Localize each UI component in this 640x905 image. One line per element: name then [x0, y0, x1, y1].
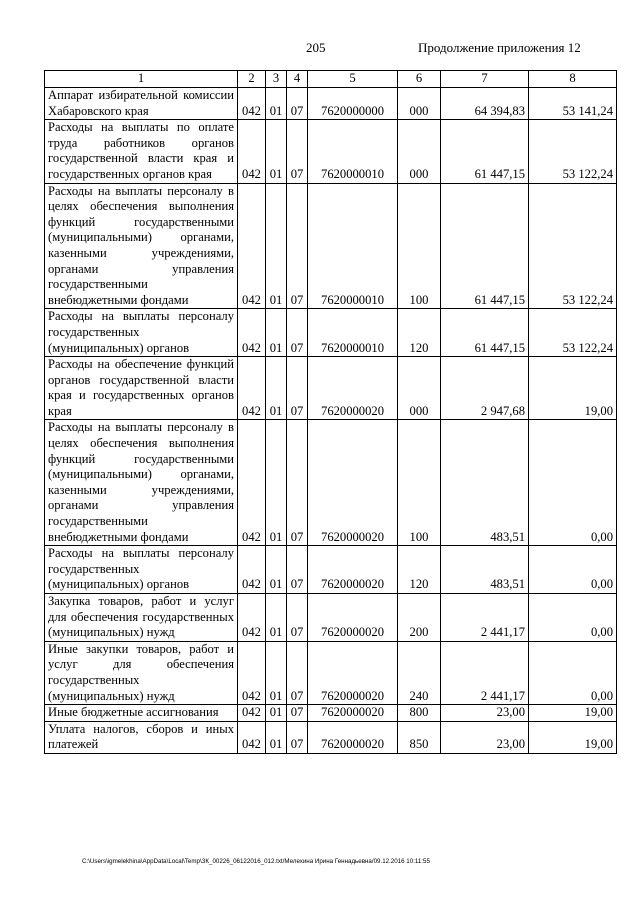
amount-column-7: 61 447,15 [441, 120, 529, 183]
section-code: 01 [266, 183, 287, 309]
table-row [45, 594, 617, 642]
amount-column-8: 0,00 [529, 420, 617, 546]
target-article-code: 7620000000 [308, 88, 398, 120]
expense-name: Расходы на выплаты персоналу в целях обеспечения выполнения функций государственными (муниципальными) органами, казенными учреждениями, органами управления государственными внебюджетными фондами [45, 183, 238, 309]
column-header-2: 2 [238, 71, 266, 88]
column-header-7: 7 [441, 71, 529, 88]
target-article-code: 7620000020 [308, 705, 398, 722]
expense-name: Аппарат избирательной комиссии Хабаровского края [45, 88, 238, 120]
expense-name: Расходы на выплаты персоналу в целях обеспечения выполнения функций государственными (муниципальными) органами, казенными учреждениями, органами управления государственными внебюджетными фондами [45, 420, 238, 546]
ministry-code: 042 [238, 641, 266, 704]
amount-column-8: 53 122,24 [529, 183, 617, 309]
table-row [45, 721, 617, 753]
amount-column-7: 2 441,17 [441, 641, 529, 704]
table-row [45, 641, 617, 704]
amount-column-8: 53 141,24 [529, 88, 617, 120]
amount-column-7: 483,51 [441, 546, 529, 594]
amount-column-8: 19,00 [529, 721, 617, 753]
expense-name: Расходы на выплаты по оплате труда работников органов государственной власти края и государственных органов края [45, 120, 238, 183]
target-article-code: 7620000020 [308, 641, 398, 704]
table-body [45, 88, 617, 754]
column-header-4: 4 [287, 71, 308, 88]
section-code: 01 [266, 546, 287, 594]
amount-column-7: 64 394,83 [441, 88, 529, 120]
expense-name: Уплата налогов, сборов и иных платежей [45, 721, 238, 753]
target-article-code: 7620000020 [308, 594, 398, 642]
section-code: 01 [266, 309, 287, 357]
subsection-code: 07 [287, 309, 308, 357]
subsection-code: 07 [287, 594, 308, 642]
ministry-code: 042 [238, 420, 266, 546]
target-article-code: 7620000020 [308, 357, 398, 420]
expense-type-code: 240 [398, 641, 441, 704]
expense-type-code: 200 [398, 594, 441, 642]
section-code: 01 [266, 594, 287, 642]
expense-name: Закупка товаров, работ и услуг для обеспечения государственных (муниципальных) нужд [45, 594, 238, 642]
column-header-1: 1 [45, 71, 238, 88]
amount-column-8: 19,00 [529, 357, 617, 420]
amount-column-7: 2 441,17 [441, 594, 529, 642]
file-path-footer: C:\Users\igmelekhina\AppData\Local\Temp\ЗК_00226_06122016_012.txt/Мелехина Ирина Геннадьевна/09.12.2016 10:11:55 [82, 858, 430, 865]
section-code: 01 [266, 120, 287, 183]
amount-column-8: 53 122,24 [529, 309, 617, 357]
target-article-code: 7620000020 [308, 721, 398, 753]
table-row [45, 309, 617, 357]
amount-column-8: 0,00 [529, 641, 617, 704]
expense-type-code: 100 [398, 183, 441, 309]
ministry-code: 042 [238, 705, 266, 722]
ministry-code: 042 [238, 721, 266, 753]
expense-name: Расходы на обеспечение функций органов государственной власти края и государственных органов края [45, 357, 238, 420]
expense-name: Иные бюджетные ассигнования [45, 705, 238, 722]
expense-type-code: 120 [398, 546, 441, 594]
subsection-code: 07 [287, 721, 308, 753]
subsection-code: 07 [287, 641, 308, 704]
column-header-8: 8 [529, 71, 617, 88]
table-row [45, 120, 617, 183]
section-code: 01 [266, 357, 287, 420]
table-row [45, 183, 617, 309]
column-header-5: 5 [308, 71, 398, 88]
expense-type-code: 850 [398, 721, 441, 753]
subsection-code: 07 [287, 420, 308, 546]
table-row [45, 546, 617, 594]
subsection-code: 07 [287, 705, 308, 722]
expense-name: Расходы на выплаты персоналу государственных (муниципальных) органов [45, 309, 238, 357]
subsection-code: 07 [287, 183, 308, 309]
ministry-code: 042 [238, 88, 266, 120]
expense-type-code: 100 [398, 420, 441, 546]
expense-type-code: 000 [398, 357, 441, 420]
amount-column-8: 0,00 [529, 546, 617, 594]
table-row [45, 705, 617, 722]
target-article-code: 7620000020 [308, 546, 398, 594]
expense-type-code: 000 [398, 120, 441, 183]
amount-column-7: 23,00 [441, 705, 529, 722]
section-code: 01 [266, 420, 287, 546]
appendix-continuation-label: Продолжение приложения 12 [418, 40, 581, 55]
section-code: 01 [266, 705, 287, 722]
amount-column-7: 483,51 [441, 420, 529, 546]
ministry-code: 042 [238, 546, 266, 594]
ministry-code: 042 [238, 120, 266, 183]
expense-type-code: 000 [398, 88, 441, 120]
budget-table [44, 70, 617, 754]
target-article-code: 7620000010 [308, 183, 398, 309]
amount-column-7: 2 947,68 [441, 357, 529, 420]
ministry-code: 042 [238, 309, 266, 357]
section-code: 01 [266, 721, 287, 753]
page-number: 205 [306, 40, 326, 55]
subsection-code: 07 [287, 120, 308, 183]
subsection-code: 07 [287, 357, 308, 420]
table-row [45, 357, 617, 420]
amount-column-8: 53 122,24 [529, 120, 617, 183]
table-row [45, 420, 617, 546]
section-code: 01 [266, 641, 287, 704]
target-article-code: 7620000020 [308, 420, 398, 546]
expense-name: Иные закупки товаров, работ и услуг для обеспечения государственных (муниципальных) нужд [45, 641, 238, 704]
column-header-3: 3 [266, 71, 287, 88]
table-row [45, 88, 617, 120]
column-number-row [45, 71, 617, 88]
amount-column-7: 61 447,15 [441, 309, 529, 357]
expense-type-code: 120 [398, 309, 441, 357]
ministry-code: 042 [238, 183, 266, 309]
amount-column-7: 61 447,15 [441, 183, 529, 309]
amount-column-7: 23,00 [441, 721, 529, 753]
amount-column-8: 19,00 [529, 705, 617, 722]
section-code: 01 [266, 88, 287, 120]
amount-column-8: 0,00 [529, 594, 617, 642]
subsection-code: 07 [287, 88, 308, 120]
subsection-code: 07 [287, 546, 308, 594]
expense-type-code: 800 [398, 705, 441, 722]
column-header-6: 6 [398, 71, 441, 88]
target-article-code: 7620000010 [308, 309, 398, 357]
target-article-code: 7620000010 [308, 120, 398, 183]
ministry-code: 042 [238, 594, 266, 642]
expense-name: Расходы на выплаты персоналу государственных (муниципальных) органов [45, 546, 238, 594]
ministry-code: 042 [238, 357, 266, 420]
table-header [45, 71, 617, 88]
